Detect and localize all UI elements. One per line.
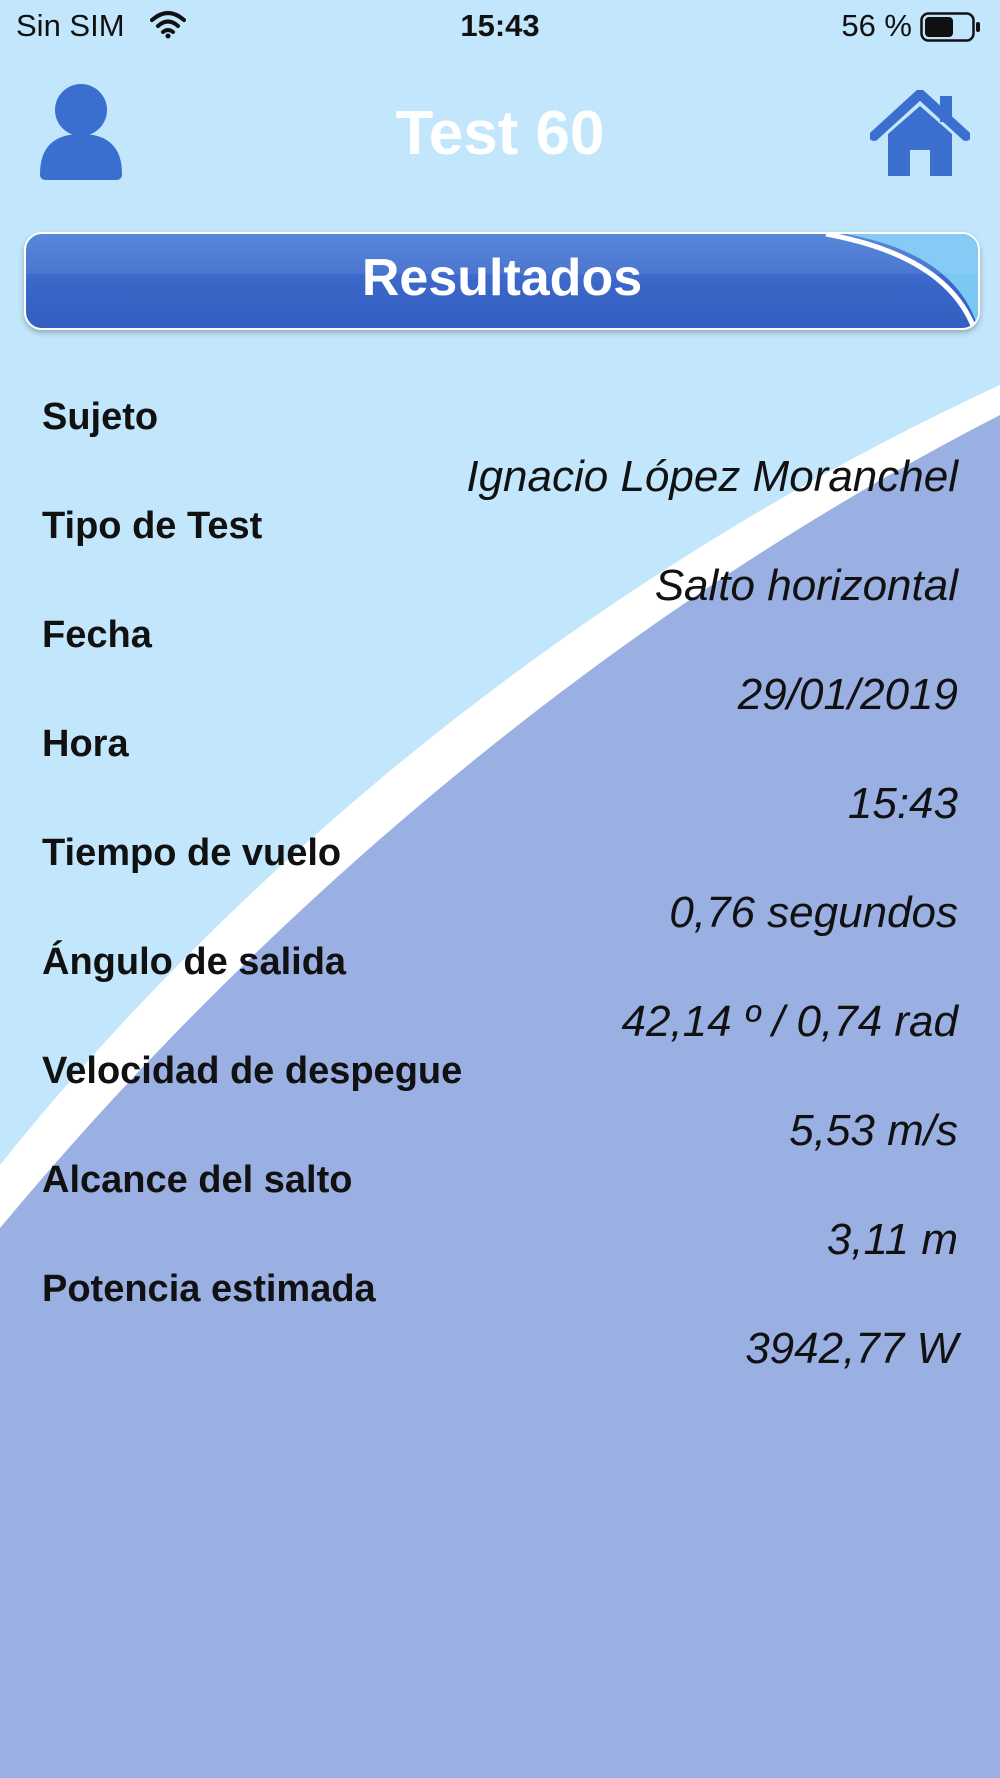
jump-reach-label: Alcance del salto <box>42 1159 353 1201</box>
takeoff-speed-value: 5,53 m/s <box>789 1106 958 1155</box>
time-value: 15:43 <box>847 779 958 828</box>
result-row-flight-time <box>0 832 1000 941</box>
results-list <box>0 396 1000 1377</box>
carrier-label: Sin SIM <box>16 8 125 43</box>
result-row-exit-angle <box>0 941 1000 1050</box>
result-row-estimated-power <box>0 1268 1000 1377</box>
takeoff-speed-label: Velocidad de despegue <box>42 1050 463 1092</box>
battery-percent: 56 % <box>841 8 912 43</box>
result-row-date <box>0 614 1000 723</box>
estimated-power-value: 3942,77 W <box>745 1324 958 1373</box>
result-row-time <box>0 723 1000 832</box>
jump-reach-value: 3,11 m <box>826 1215 958 1264</box>
exit-angle-value: 42,14 º / 0,74 rad <box>621 997 958 1046</box>
subject-value: Ignacio López Moranchel <box>466 452 958 501</box>
result-row-takeoff-speed <box>0 1050 1000 1159</box>
result-row-subject <box>0 396 1000 505</box>
test-type-value: Salto horizontal <box>654 561 958 610</box>
subject-label: Sujeto <box>42 396 159 438</box>
result-row-test-type <box>0 505 1000 614</box>
date-value: 29/01/2019 <box>737 670 958 719</box>
estimated-power-label: Potencia estimada <box>42 1268 376 1310</box>
flight-time-value: 0,76 segundos <box>669 888 958 937</box>
exit-angle-label: Ángulo de salida <box>42 941 347 983</box>
results-banner <box>24 232 980 330</box>
flight-time-label: Tiempo de vuelo <box>42 832 342 874</box>
date-label: Fecha <box>42 614 152 656</box>
test-type-label: Tipo de Test <box>42 505 263 547</box>
status-bar <box>0 0 1000 56</box>
time-label: Hora <box>42 723 129 765</box>
results-heading: Resultados <box>361 249 643 307</box>
home-icon[interactable] <box>870 90 970 178</box>
result-row-jump-reach <box>0 1159 1000 1268</box>
battery-icon <box>920 12 982 42</box>
header-bar <box>0 60 1000 200</box>
status-time: 15:43 <box>460 8 540 43</box>
page-title: Test 60 <box>395 99 605 168</box>
